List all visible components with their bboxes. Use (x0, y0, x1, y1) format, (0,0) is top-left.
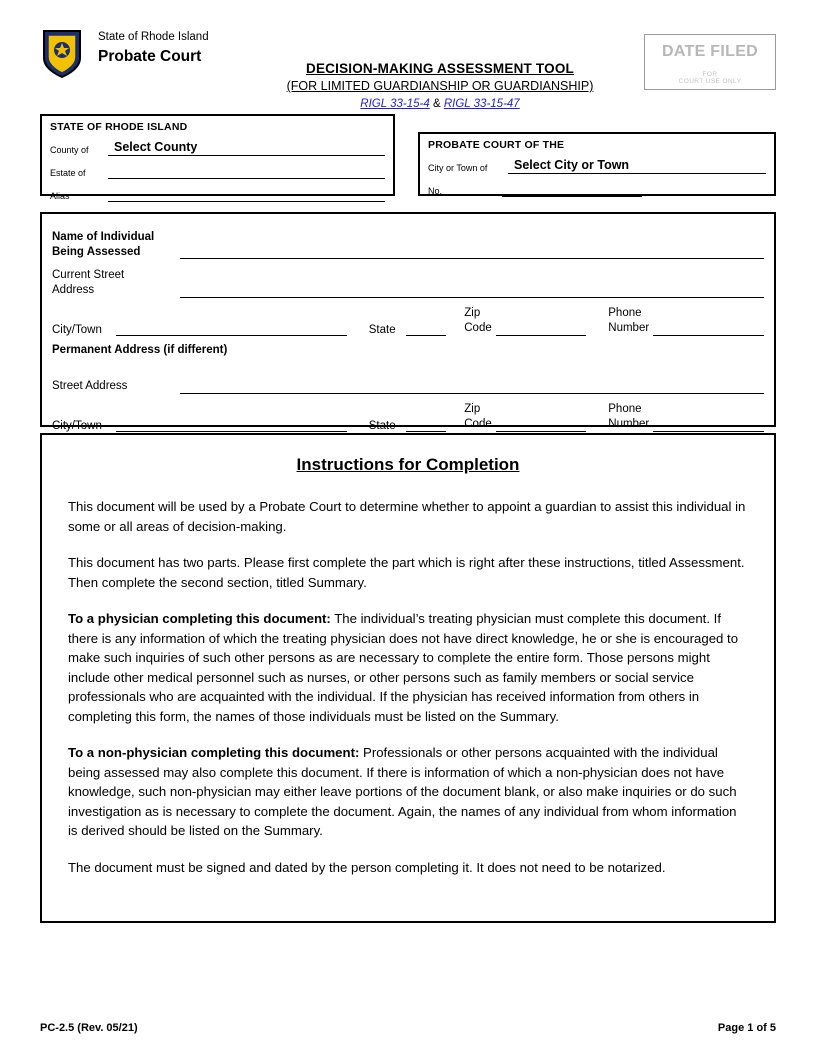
statute-link-1[interactable]: RIGL 33-15-4 (360, 98, 430, 110)
permanent-street-address-label: Street Address (52, 380, 128, 392)
current-phone-label-line1: Phone (608, 307, 642, 319)
permanent-city-state-zip-phone-row (52, 396, 764, 432)
assessed-name-label-line2: Being Assessed (52, 246, 141, 258)
permanent-city-label: City/Town (52, 420, 102, 432)
permanent-state-label: State (368, 420, 396, 432)
current-street-address-input[interactable] (180, 282, 764, 298)
instructions-paragraph-3-lead: To a physician completing this document: (68, 611, 331, 626)
date-filed-label: DATE FILED (661, 43, 759, 60)
permanent-street-address-row (52, 358, 764, 394)
agency-court-label: Probate Court (98, 48, 202, 65)
permanent-zip-input[interactable] (496, 416, 587, 432)
case-number-field-row (428, 177, 766, 197)
current-state-input[interactable] (406, 320, 447, 336)
current-phone-label-line2: Number (608, 322, 650, 334)
state-caption-heading: STATE OF RHODE ISLAND (50, 121, 188, 133)
date-filed-sub-1: FOR (702, 71, 718, 78)
permanent-phone-label-line1: Phone (608, 403, 642, 415)
permanent-phone-label (608, 402, 649, 432)
agency-block (98, 30, 209, 67)
instructions-paragraph-2: This document has two parts. Please first complete the part which is right after these instructions, titled Assessment. Then complete the second section, titled Summary. (68, 555, 745, 590)
city-town-label: City or Town of (428, 163, 488, 173)
county-value: Select County (114, 140, 198, 154)
instructions-paragraph-3 (68, 609, 748, 726)
statute-citations (220, 96, 660, 112)
estate-label: Estate of (50, 168, 86, 178)
permanent-zip-label-line1: Zip (464, 403, 481, 415)
current-city-label: City/Town (52, 324, 102, 336)
individual-information-box (40, 212, 776, 432)
permanent-zip-label (464, 402, 492, 432)
city-town-input[interactable] (508, 157, 766, 174)
instructions-paragraph-4 (68, 743, 748, 841)
permanent-street-address-input[interactable] (180, 378, 764, 394)
permanent-address-heading: Permanent Address (if different) (52, 344, 228, 356)
alias-input[interactable] (108, 185, 385, 202)
rhode-island-state-seal-icon (40, 28, 84, 80)
probate-court-caption-box (418, 132, 776, 196)
citation-separator: & (432, 98, 441, 110)
case-number-label: No. (428, 186, 443, 196)
alias-label: Alias (50, 191, 70, 201)
instructions-box (40, 433, 776, 923)
permanent-zip-label-line2: Code (464, 418, 492, 430)
assessed-name-row (52, 222, 764, 260)
instructions-paragraph-1: This document will be used by a Probate Court to determine whether to appoint a guardian to assist this individual in some or all areas of decision-making. (68, 499, 746, 534)
county-field-row (50, 136, 385, 156)
current-zip-label-line2: Code (464, 322, 492, 334)
form-number: PC-2.5 (Rev. 05/21) (40, 1022, 138, 1034)
instructions-paragraph-5: The document must be signed and dated by the person completing it. It does not need to be notarized. (68, 859, 666, 875)
agency-state-label: State of Rhode Island (98, 31, 209, 43)
statute-link-2[interactable]: RIGL 33-15-47 (443, 98, 520, 110)
document-title-block (220, 60, 660, 112)
document-footer (40, 1022, 776, 1034)
instructions-paragraph-4-body: Professionals or other persons acquainted with the individual being assessed may also complete this document. If there is information of which a non-physician does not have knowledge, such non-physician may either leave portions of the document blank, or also make inquiries or do such investigation as is necessary to complete the document. Again, the names of any individual from whom information is derived should be listed on the Summary. (68, 745, 737, 838)
state-caption-box (40, 114, 395, 201)
city-town-field-row (428, 154, 766, 174)
instructions-title: Instructions for Completion (296, 455, 520, 474)
assessed-name-input[interactable] (180, 243, 764, 259)
document-subtitle: (FOR LIMITED GUARDIANSHIP OR GUARDIANSHIP) (286, 79, 594, 93)
current-state-label: State (368, 324, 396, 336)
current-phone-input[interactable] (653, 320, 764, 336)
county-input[interactable] (108, 139, 385, 156)
current-street-address-row (52, 262, 764, 298)
current-street-address-label (52, 268, 180, 298)
assessed-name-label-line1: Name of Individual (52, 231, 155, 243)
current-phone-label (608, 306, 649, 336)
date-filed-sub-2: COURT USE ONLY (678, 78, 742, 85)
document-title: DECISION-MAKING ASSESSMENT TOOL (306, 61, 574, 76)
current-zip-label-line1: Zip (464, 307, 481, 319)
document-header (40, 24, 776, 110)
probate-court-heading: PROBATE COURT OF THE (428, 139, 565, 151)
current-street-address-label-line1: Current Street (52, 269, 125, 281)
current-zip-input[interactable] (496, 320, 587, 336)
permanent-phone-input[interactable] (653, 416, 764, 432)
permanent-city-input[interactable] (116, 416, 347, 432)
alias-field-row (50, 182, 385, 202)
page-number: Page 1 of 5 (717, 1022, 776, 1034)
estate-input[interactable] (108, 162, 385, 179)
estate-field-row (50, 159, 385, 179)
current-city-state-zip-phone-row (52, 300, 764, 336)
case-number-input[interactable] (502, 180, 642, 197)
permanent-state-input[interactable] (406, 416, 447, 432)
instructions-paragraph-4-lead: To a non-physician completing this document: (68, 745, 360, 760)
instructions-paragraph-3-body: The individual’s treating physician must complete this document. If there is any information of which the treating physician does not have direct knowledge, he or she is encouraged to make such inquiries of such other persons as are necessary to complete the entire form. Those persons might include other medical personnel such as nurses, or other persons such as family members or social service professionals who are acquainted with the individual. If the physician has received information from others in completing this form, the names of those individuals must be listed on the Summary. (68, 611, 739, 724)
city-town-value: Select City or Town (514, 158, 630, 172)
permanent-phone-label-line2: Number (608, 418, 650, 430)
caption-boxes (40, 114, 776, 204)
county-label: County of (50, 145, 89, 155)
current-street-address-label-line2: Address (52, 284, 95, 296)
current-zip-label (464, 306, 492, 336)
assessed-name-label (52, 230, 180, 260)
date-filed-stamp-box (644, 34, 776, 90)
current-city-input[interactable] (116, 320, 347, 336)
